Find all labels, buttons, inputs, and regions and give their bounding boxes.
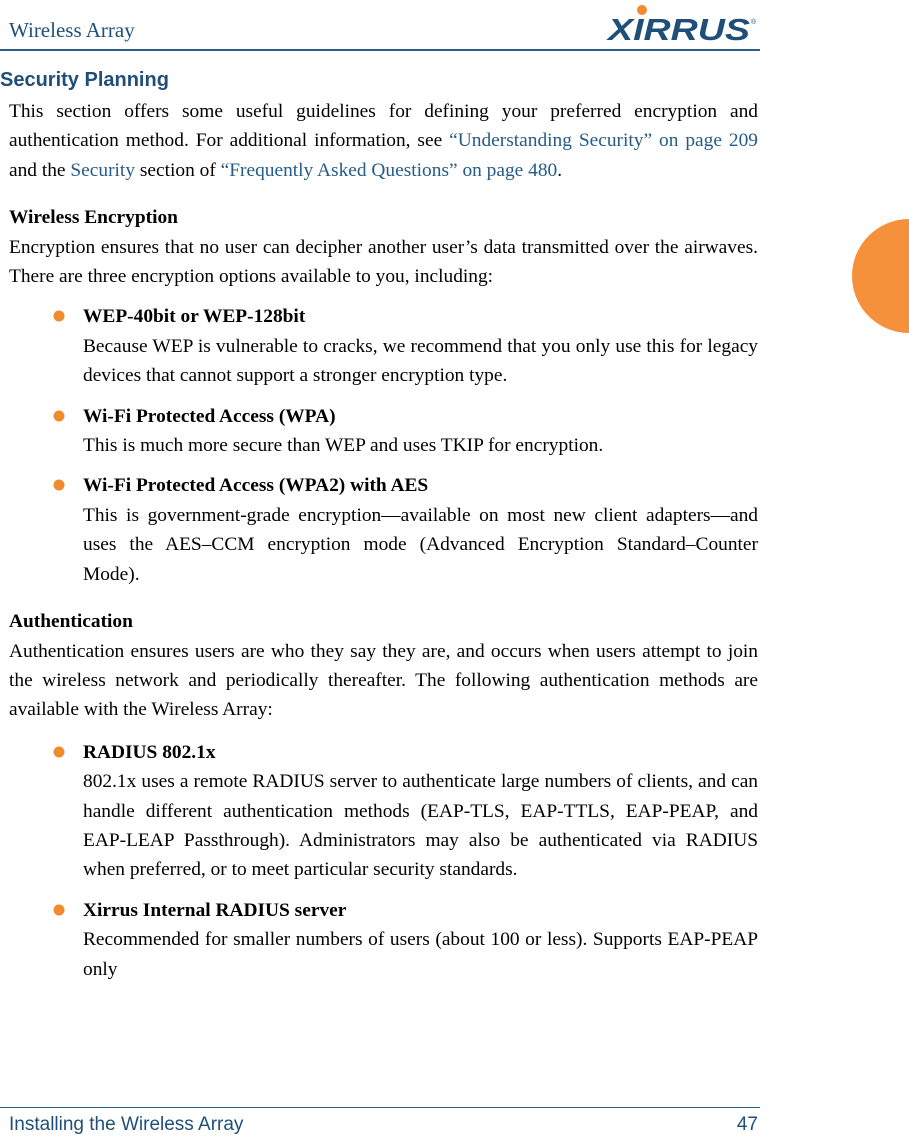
- encryption-body: Encryption ensures that no user can decipher another user’s data transmitted over the airwaves. There are three encryption options available to you, including:: [9, 236, 758, 288]
- list-item-term: Wi-Fi Protected Access (WPA): [83, 405, 336, 427]
- list-item: [9, 402, 758, 461]
- bullet-icon: [53, 479, 65, 491]
- link-security[interactable]: Security: [70, 159, 136, 181]
- bullet-icon: [53, 310, 65, 322]
- list-item: [9, 302, 758, 390]
- page-body: [9, 97, 758, 984]
- list-item-desc: This is government-grade encryption—available on most new client adapters—and uses the AES–CCM encryption mode (Advanced Encryption Standard–Counter Mode).: [83, 504, 758, 585]
- list-item-desc: Recommended for smaller numbers of users (about 100 or less). Supports EAP-PEAP only: [83, 929, 758, 980]
- list-item-term: Xirrus Internal RADIUS server: [83, 899, 347, 921]
- intro-paragraph: This section offers some useful guidelines for defining your preferred encryption and authentication method. For additional information, see “Understanding Security” on page 209 and the Security section of “Frequently Asked Questions” on page 480.: [9, 101, 758, 181]
- section-title: Security Planning: [0, 69, 169, 91]
- list-item-term: Wi-Fi Protected Access (WPA2) with AES: [83, 475, 429, 497]
- authentication-body: Authentication ensures users are who they say they are, and occurs when users attempt to join the wireless network and periodically thereafter. The following authentication methods are available with the Wireless Array:: [9, 640, 758, 721]
- header-title: Wireless Array: [9, 18, 135, 42]
- bullet-icon: [53, 904, 65, 916]
- logo-text: XIRRUS: [606, 12, 751, 44]
- list-item: [9, 738, 758, 885]
- footer-rule: [0, 1107, 760, 1108]
- encryption-heading: Wireless Encryption: [9, 207, 178, 229]
- xirrus-logo: [606, 4, 758, 44]
- bullet-icon: [53, 746, 65, 758]
- list-item: [9, 896, 758, 984]
- authentication-heading: Authentication: [9, 611, 133, 633]
- link-understanding-security[interactable]: “Understanding Security” on page 209: [449, 130, 758, 152]
- list-item: [9, 471, 758, 589]
- list-item-term: RADIUS 802.1x: [83, 741, 216, 763]
- header-rule: [0, 49, 760, 51]
- list-item-desc: Because WEP is vulnerable to cracks, we recommend that you only use this for legacy devices that cannot support a stronger encryption type.: [83, 335, 758, 387]
- footer-chapter-title: Installing the Wireless Array: [9, 1114, 244, 1135]
- list-item-desc: This is much more secure than WEP and uses TKIP for encryption.: [83, 435, 604, 457]
- bullet-icon: [53, 410, 65, 422]
- list-item-desc: 802.1x uses a remote RADIUS server to authenticate large numbers of clients, and can handle different authentication methods (EAP-TLS, EAP-TTLS, EAP-PEAP, and EAP-LEAP Passthrough). Administrators may also be authenticated via RADIUS when preferred, or to meet particular security standards.: [83, 771, 758, 881]
- link-faq[interactable]: “Frequently Asked Questions” on page 480: [220, 159, 558, 181]
- list-item-term: WEP-40bit or WEP-128bit: [83, 306, 306, 328]
- svg-text:®: ®: [751, 19, 757, 26]
- chapter-tab: [852, 219, 909, 333]
- page-number: 47: [736, 1114, 758, 1135]
